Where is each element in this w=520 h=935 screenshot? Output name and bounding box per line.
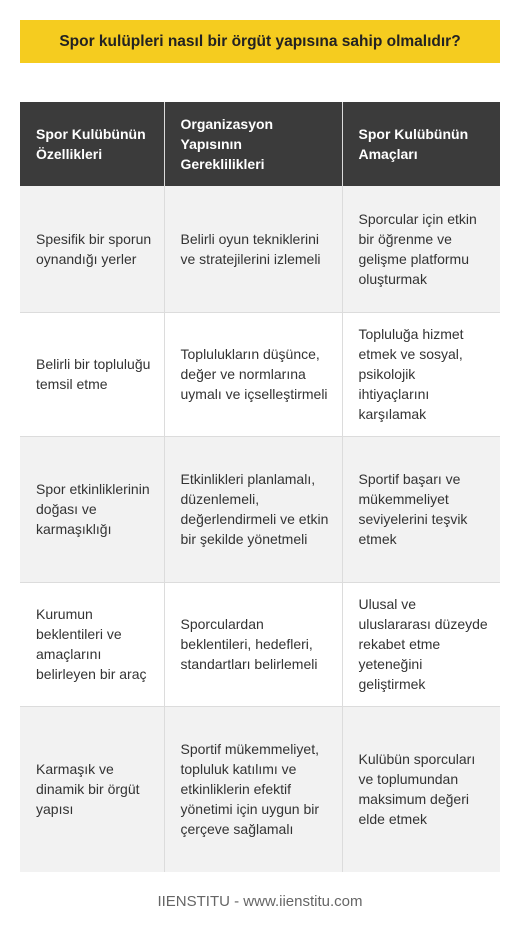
table-cell: Sportif başarı ve mükemmeliyet seviyelerini teşvik etmek <box>342 436 500 582</box>
table-cell: Kurumun beklentileri ve amaçlarını belirleyen bir araç <box>20 582 164 706</box>
table-cell: Sporculardan beklentileri, hedefleri, standartları belirlemeli <box>164 582 342 706</box>
table-cell: Belirli oyun tekniklerini ve stratejilerini izlemeli <box>164 186 342 312</box>
column-header-goals: Spor Kulübünün Amaçları <box>342 102 500 186</box>
table-header-row <box>20 102 500 186</box>
page-title: Spor kulüpleri nasıl bir örgüt yapısına sahip olmalıdır? <box>59 32 461 50</box>
table-row <box>20 312 500 436</box>
table-cell: Ulusal ve uluslararası düzeyde rekabet etme yeteneğini geliştirmek <box>342 582 500 706</box>
table-cell: Sportif mükemmeliyet, topluluk katılımı ve etkinliklerin efektif yönetimi için uygun bir çerçeve sağlamalı <box>164 706 342 872</box>
footer-credit: IIENSTITU - www.iienstitu.com <box>157 893 363 910</box>
table-cell: Sporcular için etkin bir öğrenme ve gelişme platformu oluşturmak <box>342 186 500 312</box>
table-cell: Topluluğa hizmet etmek ve sosyal, psikolojik ihtiyaçlarını karşılamak <box>342 312 500 436</box>
table-row <box>20 436 500 582</box>
table-row <box>20 582 500 706</box>
column-header-features: Spor Kulübünün Özellikleri <box>20 102 164 186</box>
comparison-table <box>20 102 500 872</box>
table-cell: Spor etkinliklerinin doğası ve karmaşıklığı <box>20 436 164 582</box>
table-row <box>20 186 500 312</box>
title-banner <box>20 20 500 63</box>
table-cell: Belirli bir topluluğu temsil etme <box>20 312 164 436</box>
table-cell: Kulübün sporcuları ve toplumundan maksimum değeri elde etmek <box>342 706 500 872</box>
column-header-requirements: Organizasyon Yapısının Gereklilikleri <box>164 102 342 186</box>
table-cell: Etkinlikleri planlamalı, düzenlemeli, değerlendirmeli ve etkin bir şekilde yönetmeli <box>164 436 342 582</box>
table-cell: Karmaşık ve dinamik bir örgüt yapısı <box>20 706 164 872</box>
table-cell: Spesifik bir sporun oynandığı yerler <box>20 186 164 312</box>
table-cell: Toplulukların düşünce, değer ve normlarına uymalı ve içselleştirmeli <box>164 312 342 436</box>
table-row <box>20 706 500 872</box>
